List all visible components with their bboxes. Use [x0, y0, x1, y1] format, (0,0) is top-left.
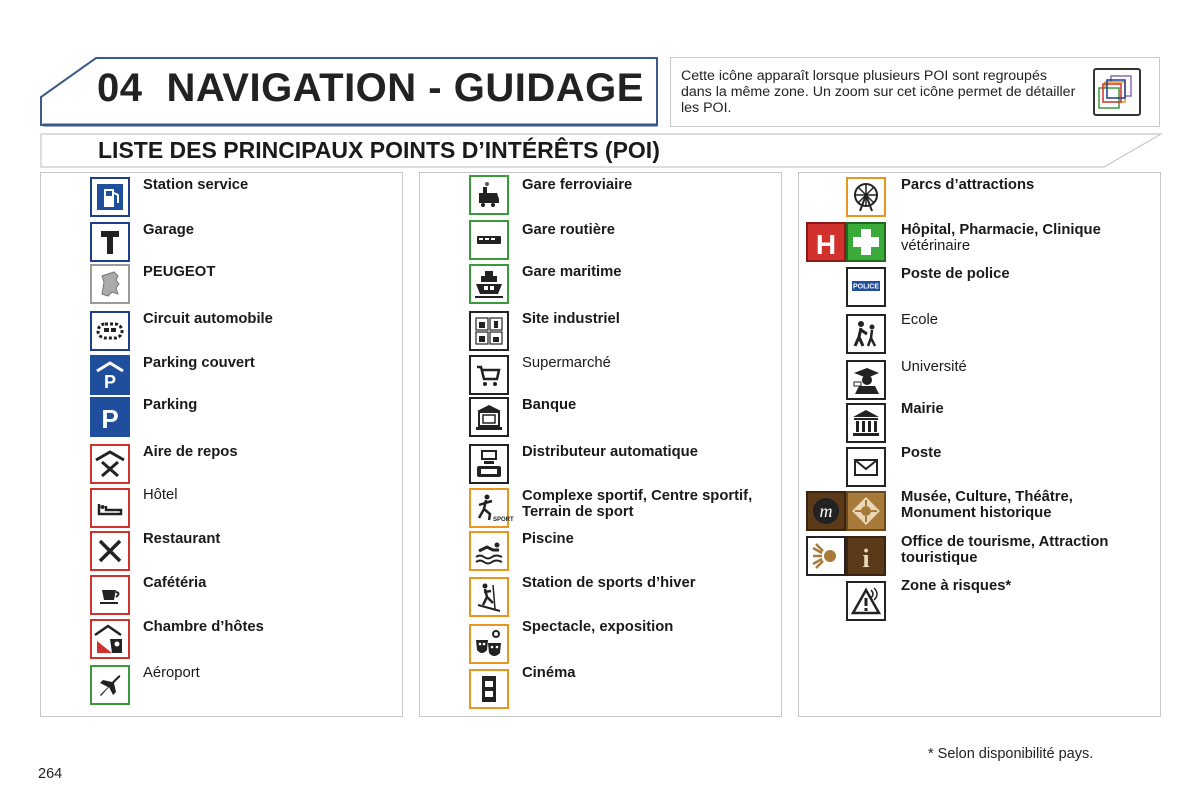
poi-label: Musée, Culture, Théâtre, Monument historique: [901, 489, 1073, 521]
ship-icon: [469, 264, 509, 304]
stacked-poi-icon: [1093, 68, 1141, 116]
poi-label: Poste: [901, 445, 942, 461]
poi-label: Supermarché: [522, 355, 611, 371]
poi-label: Ecole: [901, 312, 939, 328]
tourism-icon: [806, 536, 846, 576]
shopping-cart-icon: [469, 355, 509, 395]
poi-label: Complexe sportif, Centre sportif, Terrain de sport: [522, 488, 753, 520]
poi-label: Gare maritime: [522, 264, 622, 280]
chapter-title: NAVIGATION - GUIDAGE: [166, 66, 644, 110]
poi-label: Parking: [143, 397, 198, 413]
fuel-pump-icon: [90, 177, 130, 217]
poi-label: Zone à risques*: [901, 578, 1012, 594]
coffee-cup-icon: [90, 575, 130, 615]
poi-label: Piscine: [522, 531, 574, 547]
poi-label: Restaurant: [143, 531, 221, 547]
poi-label: Cinéma: [522, 665, 576, 681]
info-box: [670, 57, 1160, 127]
poi-label: Distributeur automatique: [522, 444, 698, 460]
info-icon: [846, 536, 886, 576]
poi-label: PEUGEOT: [143, 264, 216, 280]
airplane-icon: [90, 665, 130, 705]
poi-label: Cafétéria: [143, 575, 207, 591]
envelope-icon: [846, 447, 886, 487]
swimmer-icon: [469, 531, 509, 571]
ferris-wheel-icon: [846, 177, 886, 217]
police-icon: [846, 267, 886, 307]
poi-label: Aéroport: [143, 665, 200, 681]
bus-icon: [469, 220, 509, 260]
footnote: * Selon disponibilité pays.: [928, 746, 1094, 762]
info-text: Cette icône apparaît lorsque plusieurs POI sont regroupés dans la même zone. Un zoom sur cet icône permet de détailler les POI.: [681, 68, 1076, 116]
poi-label: Gare ferroviaire: [522, 177, 633, 193]
poi-label: Garage: [143, 222, 194, 238]
section-subtitle: LISTE DES PRINCIPAUX POINTS D’INTÉRÊTS (POI): [98, 137, 660, 163]
poi-label: Mairie: [901, 401, 944, 417]
sport-icon: [469, 488, 514, 528]
film-icon: [469, 669, 509, 709]
poi-label: Station service: [143, 177, 249, 193]
parking-icon: [90, 397, 130, 437]
town-hall-icon: [846, 403, 886, 443]
skier-icon: [469, 577, 509, 617]
chapter-number: 04: [97, 66, 143, 110]
poi-label: Circuit automobile: [143, 311, 273, 327]
atm-icon: [469, 444, 509, 484]
poi-label: Université: [901, 359, 967, 375]
page-number: 264: [38, 766, 63, 782]
poi-label: Parcs d’attractions: [901, 177, 1035, 193]
svg-text:SPORT: SPORT: [493, 517, 514, 523]
svg-text:H: H: [815, 229, 837, 260]
poi-label: Parking couvert: [143, 355, 255, 371]
children-icon: [846, 314, 886, 354]
poi-label: Hôpital, Pharmacie, Clinique vétérinaire: [901, 222, 1101, 254]
svg-text:P: P: [101, 404, 119, 434]
page-title: [97, 66, 644, 111]
svg-text:P: P: [103, 372, 117, 392]
theatre-masks-icon: [469, 624, 509, 664]
poi-label: Banque: [522, 397, 577, 413]
train-icon: [469, 175, 509, 215]
pharmacy-cross-icon: [846, 222, 886, 262]
warning-icon: [846, 581, 886, 621]
race-circuit-icon: [90, 311, 130, 351]
rest-area-icon: [90, 444, 130, 484]
poi-label: Poste de police: [901, 266, 1010, 282]
bank-icon: [469, 397, 509, 437]
graduate-icon: [846, 360, 886, 400]
svg-text:m: m: [819, 501, 833, 521]
svg-text:POLICE: POLICE: [852, 283, 880, 291]
svg-text:i: i: [862, 544, 870, 573]
poi-label: Station de sports d’hiver: [522, 575, 696, 591]
covered-parking-icon: [90, 355, 130, 395]
monument-icon: [846, 491, 886, 531]
museum-icon: [806, 491, 846, 531]
guest-house-icon: [90, 619, 130, 659]
poi-label: Spectacle, exposition: [522, 619, 674, 635]
poi-label: Office de tourisme, Attraction touristique: [901, 534, 1109, 566]
poi-label: Aire de repos: [143, 444, 238, 460]
factory-icon: [469, 311, 509, 351]
poi-label: Hôtel: [143, 487, 178, 503]
wrench-icon: [90, 222, 130, 262]
poi-label: Chambre d’hôtes: [143, 619, 264, 635]
hospital-icon: [806, 222, 846, 262]
poi-label: Site industriel: [522, 311, 620, 327]
bed-icon: [90, 488, 130, 528]
poi-label: Gare routière: [522, 222, 615, 238]
fork-knife-icon: [90, 531, 130, 571]
peugeot-lion-icon: [90, 264, 130, 304]
